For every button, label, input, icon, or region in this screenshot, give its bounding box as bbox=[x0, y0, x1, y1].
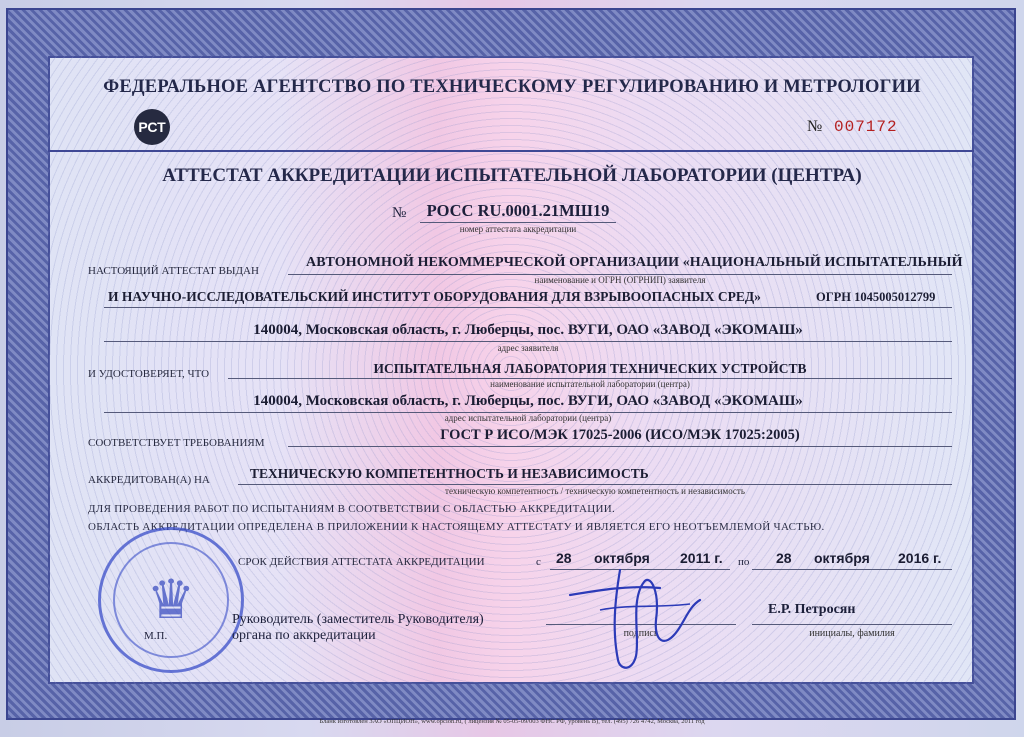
applicant-caption: наименование и ОГРН (ОГРНИП) заявителя bbox=[534, 275, 706, 285]
applicant-address: 140004, Московская область, г. Люберцы, пос. ВУГИ, ОАО «ЗАВОД «ЭКОМАШ» bbox=[253, 322, 803, 338]
serial-number: 007172 bbox=[834, 118, 898, 136]
applicant-ogrn: ОГРН 1045005012799 bbox=[816, 290, 936, 304]
certificate-number: РОСС RU.0001.21МШ19 bbox=[426, 201, 610, 220]
signatory-position-line1: Руководитель (заместитель Руководителя) bbox=[232, 612, 484, 627]
applicant-name-line2: И НАУЧНО-ИССЛЕДОВАТЕЛЬСКИЙ ИНСТИТУТ ОБОРУДОВАНИЯ ДЛЯ ВЗРЫВООПАСНЫХ СРЕД» bbox=[108, 289, 761, 304]
validity-to-prefix: по bbox=[738, 556, 750, 568]
validity-from-year: 2011 г. bbox=[680, 550, 723, 566]
lab-address: 140004, Московская область, г. Люберцы, пос. ВУГИ, ОАО «ЗАВОД «ЭКОМАШ» bbox=[253, 393, 803, 409]
agency-name: ФЕДЕРАЛЬНОЕ АГЕНТСТВО ПО ТЕХНИЧЕСКОМУ РЕГУЛИРОВАНИЮ И МЕТРОЛОГИИ bbox=[103, 77, 921, 97]
accredited-label: АККРЕДИТОВАН(А) НА bbox=[88, 474, 210, 486]
validity-to-year: 2016 г. bbox=[898, 550, 942, 566]
underline bbox=[752, 624, 952, 625]
lab-name: ИСПЫТАТЕЛЬНАЯ ЛАБОРАТОРИЯ ТЕХНИЧЕСКИХ УСТРОЙСТВ bbox=[373, 361, 807, 376]
requirements-value: ГОСТ Р ИСО/МЭК 17025-2006 (ИСО/МЭК 17025:2005) bbox=[440, 427, 800, 443]
signatory-position-line2: органа по аккредитации bbox=[232, 628, 376, 643]
underline bbox=[238, 484, 952, 485]
certificate-number-caption: номер аттестата аккредитации bbox=[459, 224, 577, 234]
requirements-label: СООТВЕТСТВУЕТ ТРЕБОВАНИЯМ bbox=[88, 437, 265, 449]
accredited-value: ТЕХНИЧЕСКУЮ КОМПЕТЕНТНОСТЬ И НЕЗАВИСИМОСТЬ bbox=[250, 466, 649, 481]
underline bbox=[104, 307, 952, 308]
seal-place-label: М.П. bbox=[144, 630, 168, 642]
rst-logo-icon: РСТ bbox=[134, 109, 170, 145]
document-title: АТТЕСТАТ АККРЕДИТАЦИИ ИСПЫТАТЕЛЬНОЙ ЛАБОРАТОРИИ (ЦЕНТРА) bbox=[162, 165, 862, 186]
lab-address-caption: адрес испытательной лаборатории (центра) bbox=[444, 413, 612, 423]
printer-footer: Бланк изготовлен ЗАО «ОПЦИОН», www.opcion.ru, ( лицензия № 05-05-09/003 ФНС РФ, уровень В), тел. (495) 726 4742, Москва, 2011 год bbox=[319, 718, 705, 725]
scope-line1: ДЛЯ ПРОВЕДЕНИЯ РАБОТ ПО ИСПЫТАНИЯМ В СООТВЕТСТВИИ С ОБЛАСТЬЮ АККРЕДИТАЦИИ. bbox=[88, 503, 616, 515]
underline bbox=[752, 569, 952, 570]
underline bbox=[288, 446, 952, 447]
signatory-name: Е.Р. Петросян bbox=[768, 602, 856, 617]
validity-to-day: 28 bbox=[776, 550, 792, 566]
serial-number-label: № bbox=[807, 118, 823, 135]
lab-name-caption: наименование испытательной лаборатории (центра) bbox=[490, 379, 690, 389]
underline bbox=[104, 341, 952, 342]
certificate-number-label: № bbox=[392, 205, 407, 221]
signatory-name-caption: инициалы, фамилия bbox=[809, 628, 895, 639]
coat-of-arms-icon: ♛ bbox=[146, 570, 196, 630]
validity-from-day: 28 bbox=[556, 550, 572, 566]
applicant-name-line1: АВТОНОМНОЙ НЕКОММЕРЧЕСКОЙ ОРГАНИЗАЦИИ «НАЦИОНАЛЬНЫЙ ИСПЫТАТЕЛЬНЫЙ bbox=[306, 255, 963, 270]
accredited-caption: техническую компетентность / техническую компетентность и независимость bbox=[445, 486, 745, 496]
validity-from-prefix: с bbox=[536, 556, 541, 568]
validity-label: СРОК ДЕЙСТВИЯ АТТЕСТАТА АККРЕДИТАЦИИ bbox=[238, 556, 485, 568]
handwritten-signature bbox=[560, 560, 720, 680]
signature-caption: подпись bbox=[623, 628, 659, 639]
issued-label: НАСТОЯЩИЙ АТТЕСТАТ ВЫДАН bbox=[88, 265, 259, 277]
applicant-address-caption: адрес заявителя bbox=[497, 343, 559, 353]
validity-to-month: октября bbox=[814, 550, 870, 566]
certifies-label: И УДОСТОВЕРЯЕТ, ЧТО bbox=[88, 368, 210, 380]
underline bbox=[420, 222, 616, 223]
scope-line2: ОБЛАСТЬ АККРЕДИТАЦИИ ОПРЕДЕЛЕНА В ПРИЛОЖЕНИИ К НАСТОЯЩЕМУ АТТЕСТАТУ И ЯВЛЯЕТСЯ ЕГО НЕОТЪЕМЛЕМОЙ ЧАСТЬЮ. bbox=[88, 521, 825, 533]
header-divider bbox=[48, 150, 974, 152]
validity-from-month: октября bbox=[594, 550, 650, 566]
